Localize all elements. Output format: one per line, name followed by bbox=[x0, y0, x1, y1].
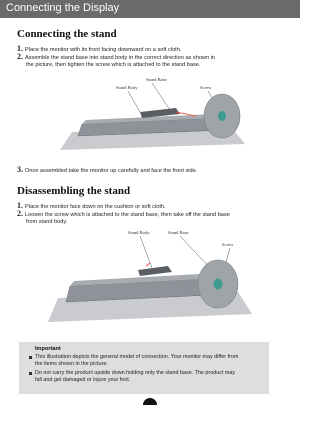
figure-disassembling-stand bbox=[0, 226, 300, 338]
label-stand-body: Stand Body bbox=[128, 230, 150, 235]
header-bar bbox=[0, 0, 300, 18]
label-screw: Screw bbox=[222, 242, 234, 247]
figure-connecting-stand bbox=[0, 72, 300, 162]
step-text: Once assembled take the monitor up carefully and face the front side. bbox=[25, 168, 198, 174]
bullet-icon bbox=[29, 356, 32, 359]
label-screw: Screw bbox=[200, 85, 212, 90]
screw-shape bbox=[218, 111, 226, 121]
important-text-continued: fall and get damaged or injure your foot. bbox=[35, 377, 131, 383]
connect-step-2 bbox=[17, 53, 215, 69]
step-text: Loosen the screw which is attached to the stand base, then take off the stand base bbox=[25, 212, 230, 218]
label-stand-base: Stand Base bbox=[168, 230, 189, 235]
label-stand-base: Stand Base bbox=[146, 77, 167, 82]
important-notice bbox=[19, 342, 269, 394]
important-text: This illustration depicts the general model of connection. Your monitor may differ from bbox=[35, 354, 239, 360]
step-number: 3. bbox=[17, 165, 23, 174]
step-number: 1. bbox=[17, 201, 23, 210]
stand-body-shape bbox=[138, 266, 172, 276]
page-tab-marker bbox=[143, 398, 157, 405]
important-text: Do not carry the product upside down holding only the stand base. The product may bbox=[35, 370, 236, 376]
important-title: Important bbox=[35, 346, 61, 352]
important-text-continued: the items shown in the picture. bbox=[35, 361, 108, 367]
step-number: 2. bbox=[17, 209, 23, 218]
important-item bbox=[29, 354, 267, 368]
label-stand-body: Stand Body bbox=[116, 85, 138, 90]
step-text: Place the monitor face down on the cushion or soft cloth. bbox=[25, 204, 166, 210]
section-title-disassembling: Disassembling the stand bbox=[17, 185, 131, 197]
step-text-continued: the picture, then tighten the screw which is attached to the stand base. bbox=[26, 62, 201, 68]
direction-arrow bbox=[146, 263, 150, 266]
page-header-title: Connecting the Display bbox=[6, 2, 120, 14]
connect-step-3 bbox=[17, 166, 197, 175]
step-text: Place the monitor with its front facing downward on a soft cloth. bbox=[25, 47, 182, 53]
bullet-icon bbox=[29, 372, 32, 375]
disassemble-step-2 bbox=[17, 210, 230, 226]
screw-shape bbox=[214, 279, 223, 290]
step-number: 1. bbox=[17, 44, 23, 53]
step-number: 2. bbox=[17, 52, 23, 61]
section-title-connecting: Connecting the stand bbox=[17, 28, 117, 40]
step-text: Assemble the stand base into stand body in the correct direction as shown in bbox=[25, 55, 215, 61]
step-text-continued: from stand body. bbox=[26, 219, 68, 225]
important-item bbox=[29, 370, 267, 384]
